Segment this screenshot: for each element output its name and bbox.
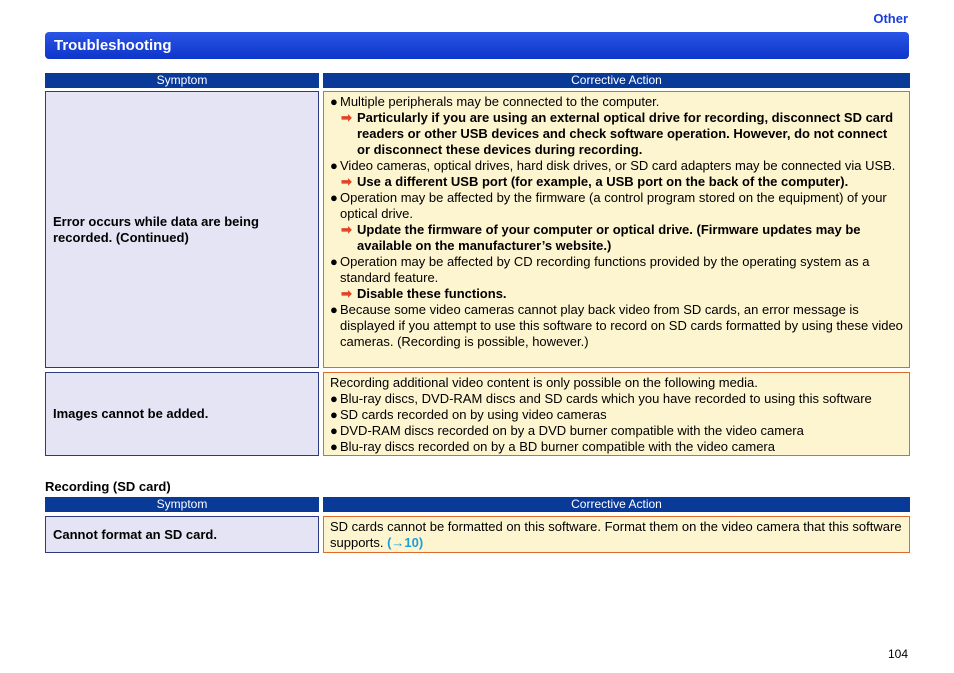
bullet-text: DVD-RAM discs recorded on by a DVD burner compatible with the video camera: [340, 423, 804, 438]
bullet-icon: ●: [330, 391, 338, 406]
bullet-icon: ●: [330, 190, 338, 205]
bullet-item: [330, 158, 903, 174]
arrow-icon: ➡: [341, 286, 352, 301]
symptom-cell: [45, 372, 319, 456]
symptom-text: Cannot format an SD card.: [53, 526, 217, 542]
bullet-text: Blu-ray discs recorded on by a BD burner compatible with the video camera: [340, 439, 775, 454]
bullet-item: [330, 439, 903, 455]
symptom-text: Error occurs while data are being recorded. (Continued): [53, 213, 259, 245]
bullet-item: [330, 190, 903, 222]
bullet-text: SD cards recorded on by using video cameras: [340, 407, 607, 422]
bullet-item: [330, 302, 903, 350]
action-intro: Recording additional video content is only possible on the following media.: [330, 375, 758, 390]
bullet-item: [330, 254, 903, 286]
fix-item: [330, 174, 903, 190]
symptom-text: Images cannot be added.: [53, 406, 209, 421]
section-label: Other: [873, 11, 908, 26]
bullet-text: Operation may be affected by CD recording functions provided by the operating system as a standard feature.: [340, 254, 870, 285]
symptom-cell: [45, 91, 319, 368]
bullet-item: [330, 407, 903, 423]
fix-text: Disable these functions.: [357, 286, 507, 301]
page-title: Troubleshooting: [54, 37, 172, 54]
page-title-bar: [45, 32, 909, 59]
action-cell: [323, 516, 910, 553]
symptom-column-header: Symptom: [45, 497, 319, 512]
bullet-text: Because some video cameras cannot play back video from SD cards, an error message is displayed if you attempt to use this software to record on SD cards formatted by using these video cameras. (Recording is possible, however.): [340, 302, 903, 349]
bullet-text: Video cameras, optical drives, hard disk drives, or SD card adapters may be connected via USB.: [340, 158, 896, 173]
bullet-text: Multiple peripherals may be connected to the computer.: [340, 94, 660, 109]
section-heading: Recording (SD card): [45, 479, 171, 494]
bullet-icon: ●: [330, 439, 338, 454]
fix-item: [330, 286, 903, 302]
symptom-cell: [45, 516, 319, 553]
bullet-icon: ●: [330, 254, 338, 269]
page-reference-link[interactable]: (→10): [387, 535, 424, 550]
action-text: SD cards cannot be formatted on this software. Format them on the video camera that this software supports.: [330, 519, 902, 550]
fix-text: Use a different USB port (for example, a USB port on the back of the computer).: [357, 174, 849, 189]
fix-text: Update the firmware of your computer or optical drive. (Firmware updates may be available on the manufacturer’s website.): [357, 222, 861, 253]
bullet-item: [330, 391, 903, 407]
bullet-text: Blu-ray discs, DVD-RAM discs and SD cards which you have recorded to using this software: [340, 391, 872, 406]
arrow-icon: ➡: [341, 174, 352, 189]
fix-text: Particularly if you are using an external optical drive for recording, disconnect SD card readers or other USB devices and check software operation. However, do not connect or disconnect these devices during recording.: [357, 110, 894, 157]
arrow-icon: ➡: [341, 110, 352, 125]
action-column-header: Corrective Action: [323, 497, 910, 512]
arrow-icon: ➡: [341, 222, 352, 237]
bullet-item: [330, 94, 903, 110]
page-number: 104: [887, 647, 908, 661]
bullet-icon: ●: [330, 407, 338, 422]
bullet-text: Operation may be affected by the firmware (a control program stored on the equipment) of your optical drive.: [340, 190, 887, 221]
bullet-icon: ●: [330, 423, 338, 438]
action-cell: [323, 91, 910, 368]
action-cell: [323, 372, 910, 456]
bullet-icon: ●: [330, 302, 338, 317]
action-column-header: Corrective Action: [323, 73, 910, 88]
fix-item: [330, 222, 903, 254]
bullet-icon: ●: [330, 94, 338, 109]
symptom-column-header: Symptom: [45, 73, 319, 88]
bullet-icon: ●: [330, 158, 338, 173]
fix-item: [330, 110, 903, 158]
bullet-item: [330, 423, 903, 439]
